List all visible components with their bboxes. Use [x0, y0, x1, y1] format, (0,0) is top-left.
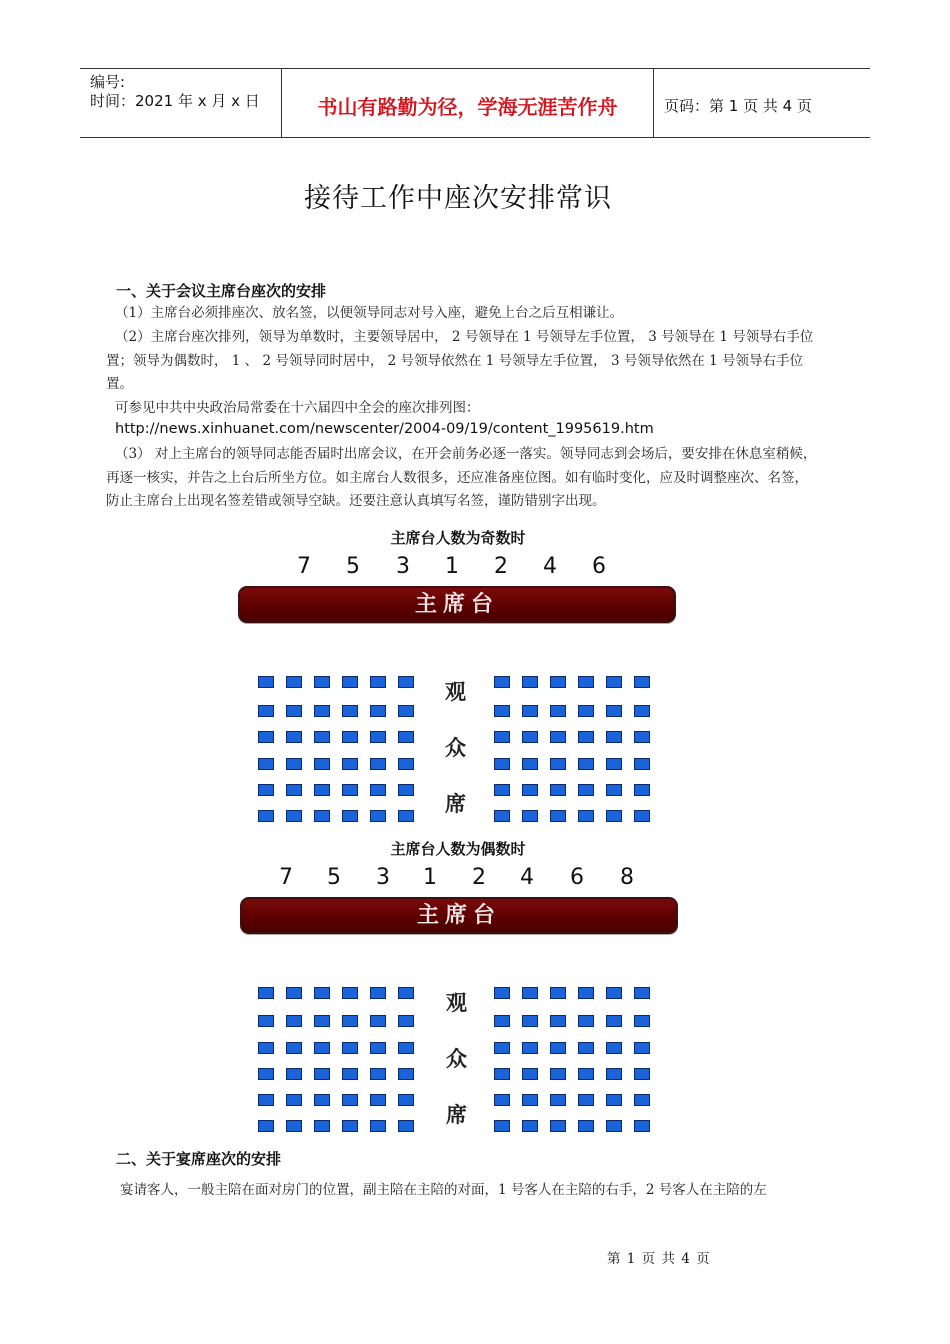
- audience-seat: [606, 784, 622, 796]
- audience-seat: [494, 758, 510, 770]
- audience-seat: [494, 1068, 510, 1080]
- audience-seat: [522, 987, 538, 999]
- audience-seat: [522, 1015, 538, 1027]
- audience-seat: [314, 1120, 330, 1132]
- audience-seat: [286, 705, 302, 717]
- audience-seat: [370, 758, 386, 770]
- audience-seat: [606, 731, 622, 743]
- audience-seat: [522, 1068, 538, 1080]
- audience-seat: [258, 758, 274, 770]
- audience-seat: [398, 1068, 414, 1080]
- audience-seat: [522, 731, 538, 743]
- audience-seat: [634, 810, 650, 822]
- audience-label: 席: [446, 1102, 467, 1127]
- page-footer: 第 1 页 共 4 页: [607, 1251, 711, 1267]
- audience-seat: [258, 676, 274, 688]
- audience-seat: [634, 676, 650, 688]
- seat-number: 4: [543, 554, 557, 579]
- audience-seat: [370, 705, 386, 717]
- audience-seat: [494, 1015, 510, 1027]
- diagram-caption: 主席台人数为偶数时: [390, 840, 526, 858]
- audience-seat: [522, 705, 538, 717]
- audience-seat: [258, 705, 274, 717]
- paragraph: （1）主席台必须排座次、放名签，以便领导同志对号入座，避免上台之后互相谦让。: [115, 305, 624, 321]
- section-heading: 一、关于会议主席台座次的安排: [116, 282, 327, 300]
- audience-seat: [494, 1120, 510, 1132]
- seat-number: 4: [520, 865, 534, 890]
- audience-seat: [342, 1042, 358, 1054]
- seat-number: 7: [279, 865, 293, 890]
- audience-seat: [634, 1120, 650, 1132]
- audience-seat: [550, 810, 566, 822]
- audience-seat: [314, 810, 330, 822]
- audience-seat: [578, 987, 594, 999]
- audience-label: 观: [445, 679, 466, 704]
- audience-seat: [258, 1094, 274, 1106]
- audience-seat: [522, 810, 538, 822]
- audience-seat: [258, 987, 274, 999]
- audience-seat: [606, 705, 622, 717]
- audience-seat: [578, 731, 594, 743]
- paragraph: 宴请客人，一般主陪在面对房门的位置，副主陪在主陪的对面，1 号客人在主陪的右手，2 号客人在主陪的左: [120, 1182, 767, 1198]
- audience-seat: [314, 1094, 330, 1106]
- audience-seat: [578, 1120, 594, 1132]
- seat-number: 8: [620, 865, 634, 890]
- seat-number: 1: [423, 865, 437, 890]
- audience-seat: [370, 1120, 386, 1132]
- audience-seat: [286, 1015, 302, 1027]
- audience-seat: [398, 784, 414, 796]
- audience-seat: [634, 731, 650, 743]
- audience-seat: [342, 758, 358, 770]
- audience-seat: [342, 1120, 358, 1132]
- seat-number: 6: [592, 554, 606, 579]
- audience-seat: [342, 731, 358, 743]
- header-motto: 书山有路勤为径，学海无涯苦作舟: [317, 95, 618, 119]
- audience-seat: [286, 810, 302, 822]
- audience-seat: [522, 1042, 538, 1054]
- audience-seat: [494, 1094, 510, 1106]
- dais: 主席台: [240, 897, 678, 934]
- audience-seat: [550, 758, 566, 770]
- audience-label: 席: [445, 791, 466, 816]
- audience-seat: [370, 1042, 386, 1054]
- audience-seat: [370, 1068, 386, 1080]
- audience-seat: [258, 731, 274, 743]
- audience-label: 众: [446, 1046, 467, 1071]
- audience-seat: [606, 1094, 622, 1106]
- time-label: 时间：2021 年 x 月 x 日: [90, 92, 260, 110]
- reference-link[interactable]: http://news.xinhuanet.com/newscenter/2004-09/19/content_1995619.htm: [115, 421, 654, 437]
- audience-seat: [398, 705, 414, 717]
- audience-seat: [258, 1120, 274, 1132]
- seat-number: 5: [346, 554, 360, 579]
- audience-seat: [550, 1094, 566, 1106]
- audience-seat: [342, 784, 358, 796]
- audience-seat: [578, 676, 594, 688]
- audience-seat: [550, 784, 566, 796]
- seat-number: 3: [396, 554, 410, 579]
- audience-seat: [634, 1015, 650, 1027]
- audience-seat: [494, 784, 510, 796]
- audience-seat: [634, 705, 650, 717]
- audience-label: 众: [445, 735, 466, 760]
- audience-seat: [258, 810, 274, 822]
- audience-seat: [370, 1094, 386, 1106]
- audience-seat: [634, 758, 650, 770]
- audience-seat: [398, 731, 414, 743]
- paragraph: （2）主席台座次排列，领导为单数时，主要领导居中， 2 号领导在 1 号领导左手位置， 3 号领导在 1 号领导右手位置；领导为偶数时， 1 、 2 号领导同时居中， 2 号领导依然在 1 号领导左手位置， 3 号领导依然在 1 号领导右手位置。: [106, 329, 814, 392]
- seat-number: 5: [327, 865, 341, 890]
- audience-seat: [286, 1120, 302, 1132]
- audience-seat: [494, 705, 510, 717]
- serial-label: 编号:: [90, 73, 126, 91]
- audience-seat: [258, 1068, 274, 1080]
- audience-seat: [550, 1068, 566, 1080]
- audience-seat: [606, 1042, 622, 1054]
- audience-seat: [522, 676, 538, 688]
- audience-seat: [370, 676, 386, 688]
- audience-seat: [634, 987, 650, 999]
- audience-seat: [494, 676, 510, 688]
- paragraph: 可参见中共中央政治局常委在十六届四中全会的座次排列图：: [115, 400, 480, 416]
- seat-number: 2: [472, 865, 486, 890]
- audience-seat: [286, 1042, 302, 1054]
- audience-seat: [522, 784, 538, 796]
- audience-seat: [578, 1015, 594, 1027]
- audience-seat: [398, 676, 414, 688]
- audience-seat: [494, 1042, 510, 1054]
- audience-seat: [550, 676, 566, 688]
- audience-seat: [258, 784, 274, 796]
- audience-seat: [550, 705, 566, 717]
- audience-seat: [550, 987, 566, 999]
- audience-seat: [314, 758, 330, 770]
- audience-seat: [286, 784, 302, 796]
- seat-number: 7: [297, 554, 311, 579]
- audience-seat: [578, 784, 594, 796]
- audience-seat: [370, 784, 386, 796]
- audience-seat: [606, 810, 622, 822]
- audience-seat: [258, 1015, 274, 1027]
- audience-seat: [286, 676, 302, 688]
- page-title: 接待工作中座次安排常识: [304, 183, 612, 214]
- audience-seat: [398, 758, 414, 770]
- audience-seat: [342, 1015, 358, 1027]
- audience-seat: [550, 731, 566, 743]
- audience-seat: [578, 1068, 594, 1080]
- audience-seat: [398, 1120, 414, 1132]
- section-heading: 二、关于宴席座次的安排: [116, 1150, 282, 1168]
- audience-seat: [314, 1068, 330, 1080]
- dais: 主席台: [238, 586, 676, 623]
- audience-seat: [522, 1094, 538, 1106]
- audience-seat: [550, 1042, 566, 1054]
- audience-seat: [342, 810, 358, 822]
- audience-seat: [370, 1015, 386, 1027]
- audience-seat: [342, 705, 358, 717]
- audience-seat: [606, 676, 622, 688]
- audience-seat: [494, 731, 510, 743]
- diagram-caption: 主席台人数为奇数时: [390, 529, 526, 547]
- audience-seat: [606, 758, 622, 770]
- audience-seat: [578, 705, 594, 717]
- audience-seat: [342, 987, 358, 999]
- audience-seat: [342, 1094, 358, 1106]
- audience-seat: [314, 987, 330, 999]
- audience-seat: [398, 810, 414, 822]
- audience-seat: [314, 784, 330, 796]
- seat-number: 3: [376, 865, 390, 890]
- audience-seat: [286, 1068, 302, 1080]
- document-header: [80, 68, 870, 138]
- paragraph: （3） 对上主席台的领导同志能否届时出席会议，在开会前务必逐一落实。领导同志到会场后，要安排在休息室稍候，再逐一核实，并告之上台后所坐方位。如主席台人数很多，还应准备座位图。如有临时变化，应及时调整座次、名签，防止主席台上出现名签差错或领导空缺。还要注意认真填写名签，谨防错别字出现。: [106, 446, 817, 509]
- audience-seat: [578, 810, 594, 822]
- audience-seat: [314, 731, 330, 743]
- audience-seat: [286, 758, 302, 770]
- audience-seat: [578, 1094, 594, 1106]
- audience-seat: [494, 810, 510, 822]
- audience-seat: [634, 1042, 650, 1054]
- audience-seat: [578, 758, 594, 770]
- audience-seat: [314, 676, 330, 688]
- audience-seat: [398, 1015, 414, 1027]
- audience-seat: [370, 987, 386, 999]
- audience-seat: [286, 987, 302, 999]
- audience-seat: [494, 987, 510, 999]
- audience-seat: [634, 1094, 650, 1106]
- audience-label: 观: [446, 990, 467, 1015]
- audience-seat: [522, 1120, 538, 1132]
- audience-seat: [550, 1120, 566, 1132]
- audience-seat: [606, 1120, 622, 1132]
- audience-seat: [606, 987, 622, 999]
- audience-seat: [398, 987, 414, 999]
- audience-seat: [286, 731, 302, 743]
- seat-number: 2: [494, 554, 508, 579]
- audience-seat: [634, 1068, 650, 1080]
- audience-seat: [370, 810, 386, 822]
- audience-seat: [370, 731, 386, 743]
- audience-seat: [606, 1015, 622, 1027]
- audience-seat: [578, 1042, 594, 1054]
- seat-number: 6: [570, 865, 584, 890]
- audience-seat: [258, 1042, 274, 1054]
- audience-seat: [314, 705, 330, 717]
- audience-seat: [606, 1068, 622, 1080]
- audience-seat: [398, 1042, 414, 1054]
- header-page-info: 页码：第 1 页 共 4 页: [664, 97, 812, 115]
- audience-seat: [286, 1094, 302, 1106]
- seat-number: 1: [445, 554, 459, 579]
- audience-seat: [522, 758, 538, 770]
- audience-seat: [550, 1015, 566, 1027]
- header-meta: [90, 73, 260, 111]
- audience-seat: [314, 1015, 330, 1027]
- audience-seat: [314, 1042, 330, 1054]
- audience-seat: [342, 1068, 358, 1080]
- audience-seat: [342, 676, 358, 688]
- audience-seat: [398, 1094, 414, 1106]
- audience-seat: [634, 784, 650, 796]
